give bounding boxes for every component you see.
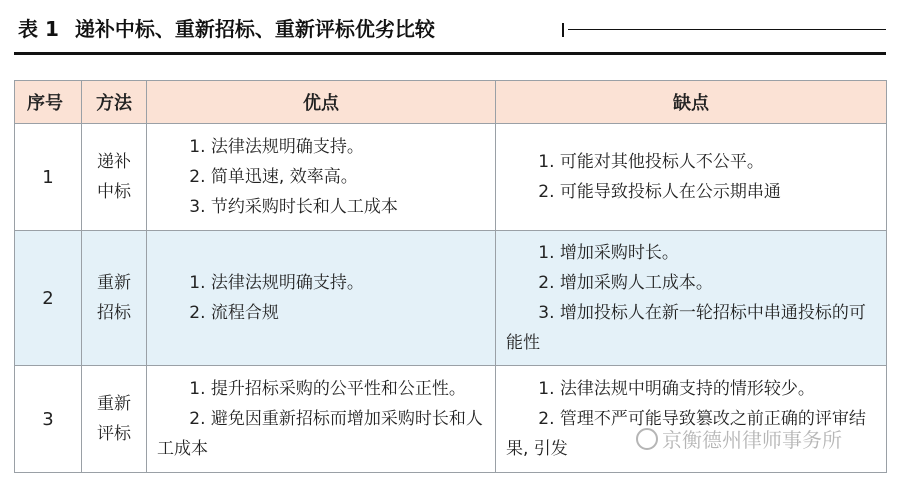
con-item: 1. 增加采购时长。: [538, 243, 679, 263]
row-pros: [147, 231, 496, 366]
pro-item: 2. 避免因重新招标而增加采购时长和人工成本: [157, 409, 483, 459]
row-method: [82, 231, 147, 366]
header-pros: 优点: [147, 81, 496, 124]
watermark-text: 京衡德州律师事务所: [662, 428, 842, 452]
header-cons: 缺点: [496, 81, 887, 124]
row-cons: [496, 231, 887, 366]
row-method: [82, 124, 147, 231]
title-rule: [14, 52, 886, 55]
pro-item: 2. 简单迅速, 效率高。: [189, 167, 358, 187]
row-seq: 3: [15, 366, 82, 473]
method-line: 中标: [97, 182, 131, 202]
con-item: 1. 可能对其他投标人不公平。: [538, 152, 764, 172]
table-number: 表 1: [18, 17, 59, 41]
row-pros: [147, 366, 496, 473]
method-line: 递补: [97, 152, 131, 172]
row-cons: [496, 366, 887, 473]
table-row: [15, 366, 887, 473]
row-cons: [496, 124, 887, 231]
row-seq: 1: [15, 124, 82, 231]
method-line: 重新: [97, 273, 131, 293]
title-tick: [562, 23, 564, 37]
row-pros: [147, 124, 496, 231]
table-title-text: 递补中标、重新招标、重新评标优劣比较: [74, 17, 435, 41]
pro-item: 3. 节约采购时长和人工成本: [189, 197, 398, 217]
con-item: 3. 增加投标人在新一轮招标中串通投标的可能性: [506, 303, 866, 353]
table-header-row: [15, 81, 887, 124]
table-title: [14, 14, 435, 44]
table-row: [15, 124, 887, 231]
pro-item: 1. 提升招标采购的公平性和公正性。: [189, 379, 466, 399]
con-item: 2. 管理不严可能导致篡改之前正确的评审结果, 引发: [506, 409, 866, 459]
title-line: [568, 29, 886, 30]
con-item: 2. 可能导致投标人在公示期串通: [538, 182, 781, 202]
header-seq: 序号: [15, 81, 82, 124]
con-item: 1. 法律法规中明确支持的情形较少。: [538, 379, 815, 399]
pro-item: 2. 流程合规: [189, 303, 279, 323]
method-line: 评标: [97, 424, 131, 444]
comparison-table: [14, 80, 887, 473]
table-row: [15, 231, 887, 366]
method-line: 招标: [97, 303, 131, 323]
pro-item: 1. 法律法规明确支持。: [189, 273, 364, 293]
header-method: 方法: [82, 81, 147, 124]
con-item: 2. 增加采购人工成本。: [538, 273, 713, 293]
title-bar: [14, 14, 886, 44]
row-seq: 2: [15, 231, 82, 366]
row-method: [82, 366, 147, 473]
method-line: 重新: [97, 394, 131, 414]
pro-item: 1. 法律法规明确支持。: [189, 137, 364, 157]
